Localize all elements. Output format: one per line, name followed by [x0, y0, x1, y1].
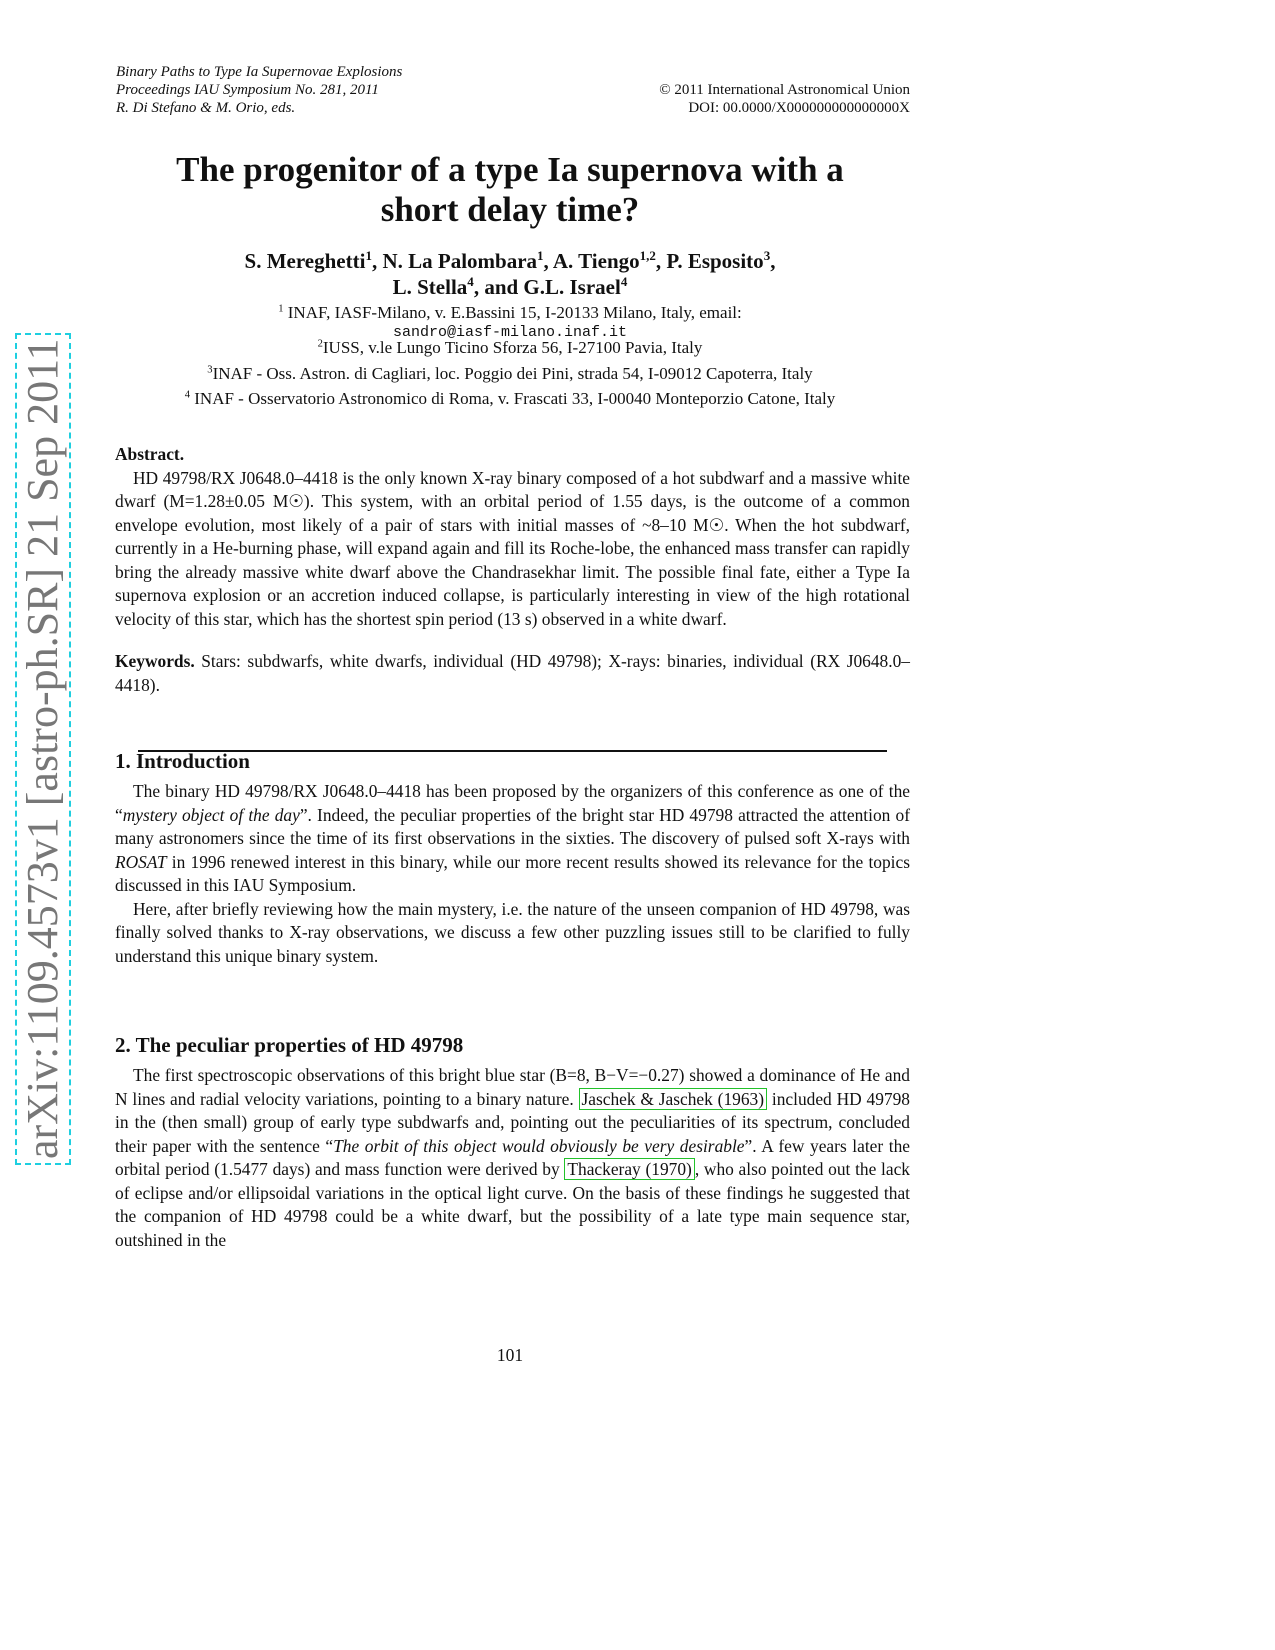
- author-affil-mark: 3: [763, 248, 771, 263]
- author-name: A. Tiengo: [552, 249, 640, 273]
- author-affil-mark: 1: [537, 248, 544, 263]
- author-list: [110, 248, 910, 300]
- email-link[interactable]: sandro@iasf-milano.inaf.it: [392, 324, 628, 341]
- text-span: ”. Indeed, the peculiar properties of the bright star HD 49798 attracted the attention of many astronomers since the time of its first observations in the sixties. The discovery of pulsed soft X-rays with: [115, 804, 910, 848]
- author-affil-mark: 4: [620, 274, 628, 289]
- section2-paragraph-1: [115, 1064, 910, 1252]
- author-name: L. Stella: [392, 275, 468, 299]
- author-name: P. Esposito: [666, 249, 764, 273]
- running-header-left: [116, 63, 402, 117]
- affil-text: INAF - Oss. Astron. di Cagliari, loc. Poggio dei Pini, strada 54, I-09012 Capoterra, Italy: [212, 364, 813, 383]
- affil-text: INAF, IASF-Milano, v. E.Bassini 15, I-20133 Milano, Italy, email:: [287, 303, 742, 322]
- affil-text: IUSS, v.le Lungo Ticino Sforza 56, I-27100 Pavia, Italy: [322, 338, 703, 357]
- affil-number: 1: [278, 303, 284, 315]
- affiliation-2: [110, 338, 910, 358]
- author-name: and G.L. Israel: [484, 275, 621, 299]
- section2-body: [115, 1064, 910, 1252]
- keywords-block: [115, 650, 910, 697]
- abstract-heading: Abstract.: [115, 444, 185, 464]
- title-line-2: short delay time?: [380, 190, 640, 229]
- affil-number: 4: [184, 389, 190, 401]
- text-span: ”. A few years later the orbital period (1.5477 days) and mass function were derived by: [115, 1135, 910, 1179]
- text-span: included HD 49798 in the (then small) group of early type subdwarfs and, pointing out the peculiarities of its spectrum, concluded their paper with the sentence “: [115, 1088, 910, 1156]
- affil-number: 2: [317, 338, 323, 350]
- author-name: N. La Palombara: [382, 249, 538, 273]
- citation-link-jaschek[interactable]: Jaschek & Jaschek (1963): [579, 1088, 768, 1110]
- citation-link-thackeray[interactable]: Thackeray (1970): [564, 1158, 694, 1180]
- author-affil-mark: 1,2: [639, 248, 656, 263]
- title-line-1: The progenitor of a type Ia supernova with a: [176, 150, 844, 189]
- conference-title: Binary Paths to Type Ia Supernovae Explosions: [116, 64, 403, 80]
- affiliation-1: [110, 303, 910, 343]
- abstract-block: [115, 443, 910, 631]
- text-span: The binary HD 49798/RX J0648.0–4418 has been proposed by the organizers of this conference as one of the “: [115, 781, 910, 825]
- paper-title: [110, 150, 910, 230]
- section1-body: [115, 780, 910, 968]
- author-line-1: S. Mereghetti$^1$, N. La Palombara$^1$, A. Tiengo$^{1,2}$, P. Esposito$^3$,: [244, 248, 776, 273]
- author-line-2: L. Stella$^4$, and G.L. Israel$^4$: [392, 274, 628, 299]
- affil-number: 3: [207, 364, 213, 376]
- affil-text: INAF - Osservatorio Astronomico di Roma, v. Frascati 33, I-00040 Monteporzio Catone, Italy: [194, 389, 836, 408]
- text-span: , who also pointed out the lack of eclipse and/or ellipsoidal variations in the optical light curve. On the basis of these findings he suggested that the companion of HD 49798 could be a white dwarf, but the possibility of a late type main sequence star, outshined in the: [115, 1159, 910, 1250]
- affiliation-3: [110, 364, 910, 384]
- emphasis-text: ROSAT: [115, 851, 167, 872]
- affiliation-4: [110, 389, 910, 409]
- author-affil-mark: 4: [467, 274, 474, 289]
- abstract-text: HD 49798/RX J0648.0–4418 is the only known X-ray binary composed of a hot subdwarf and a massive white dwarf (M=1.28±0.05 M☉). This system, with an orbital period of 1.55 days, is the outcome of a common envelope evolution, most likely of a pair of stars with initial masses of ~8–10 M☉. When the hot subdwarf, currently in a He-burning phase, will expand again and fill its Roche-lobe, the enhanced mass transfer can rapidly bring the already massive white dwarf above the Chandrasekhar limit. The possible final fate, either a Type Ia supernova explosion or an accretion induced collapse, is particularly interesting in view of the high rotational velocity of this star, which has the shortest spin period (13 s) observed in a white dwarf.: [115, 467, 910, 629]
- editors-line: R. Di Stefano & M. Orio, eds.: [116, 100, 296, 116]
- text-span: in 1996 renewed interest in this binary, while our more recent results showed its relevance for the topics discussed in this IAU Symposium.: [115, 851, 910, 895]
- author-name: S. Mereghetti: [244, 249, 366, 273]
- arxiv-stamp[interactable]: arXiv:1109.4573v1 [astro-ph.SR] 21 Sep 2011: [15, 333, 71, 1165]
- doi-line: DOI: 00.0000/X000000000000000X: [688, 100, 910, 116]
- running-header-right: [659, 81, 910, 117]
- section1-paragraph-2: Here, after briefly reviewing how the main mystery, i.e. the nature of the unseen companion of HD 49798, was finally solved thanks to X-ray observations, we discuss a few other puzzling issues still to be clarified to fully understand this unique binary system.: [115, 898, 910, 966]
- emphasis-text: The orbit of this object would obviously be very desirable: [333, 1135, 745, 1156]
- keywords-text: Stars: subdwarfs, white dwarfs, individual (HD 49798); X-rays: binaries, individual (RX J0648.0–4418).: [115, 651, 910, 695]
- proceedings-line: Proceedings IAU Symposium No. 281, 2011: [116, 82, 379, 98]
- copyright-line: © 2011 International Astronomical Union: [659, 82, 910, 98]
- emphasis-text: mystery object of the day: [122, 804, 300, 825]
- section-heading-peculiar-properties: 2. The peculiar properties of HD 49798: [115, 1033, 464, 1057]
- author-affil-mark: 1: [365, 248, 372, 263]
- section-heading-introduction: 1. Introduction: [115, 749, 250, 773]
- section1-paragraph-1: [115, 780, 910, 898]
- page-number: 101: [496, 1345, 524, 1365]
- keywords-label: Keywords.: [115, 651, 195, 671]
- horizontal-rule: [138, 750, 887, 752]
- text-span: The first spectroscopic observations of this bright blue star (B=8, B−V=−0.27) showed a dominance of He and N lines and radial velocity variations, pointing to a binary nature.: [115, 1065, 910, 1109]
